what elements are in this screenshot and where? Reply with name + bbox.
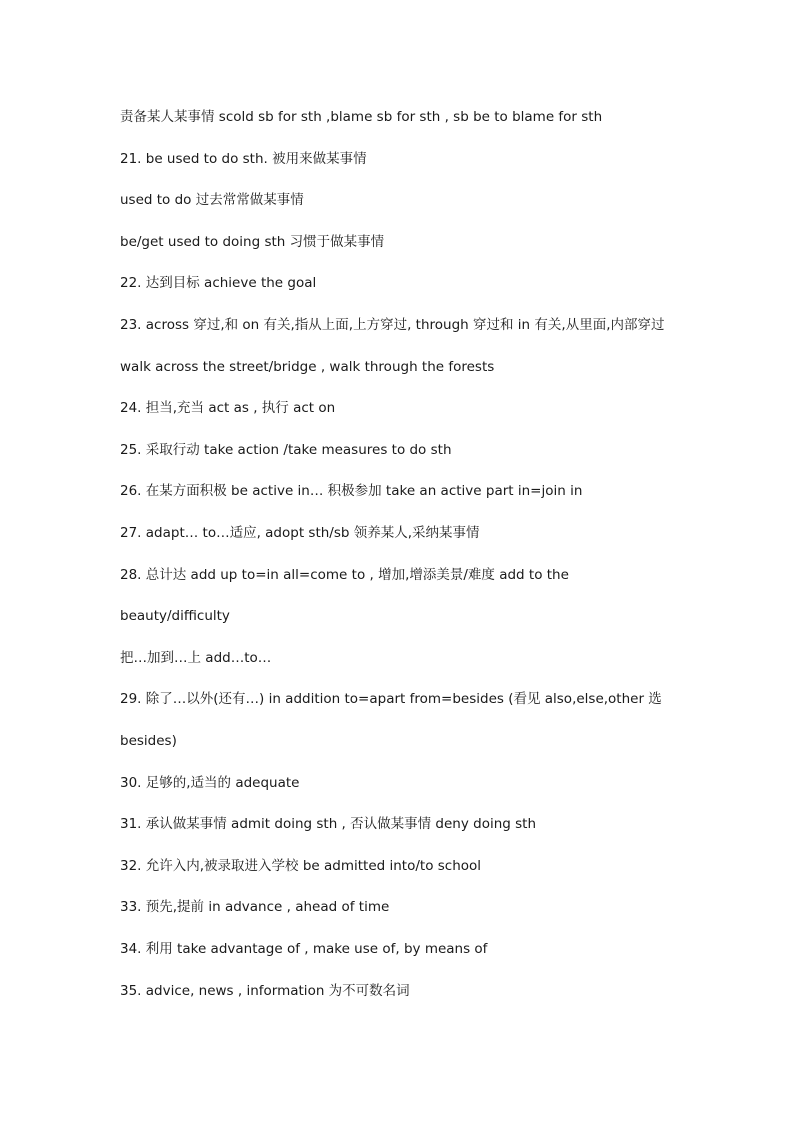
text-line: 28. 总计达 add up to=in all=come to , 增加,增添美景/难度 add to the bbox=[120, 567, 569, 583]
text-line: 35. advice, news , information 为不可数名词 bbox=[120, 983, 410, 999]
text-line: 34. 利用 take advantage of , make use of, by means of bbox=[120, 941, 488, 957]
text-line: 31. 承认做某事情 admit doing sth , 否认做某事情 deny doing sth bbox=[120, 816, 537, 832]
text-line: walk across the street/bridge , walk through the forests bbox=[120, 359, 495, 375]
text-line: 27. adapt… to…适应, adopt sth/sb 领养某人,采纳某事情 bbox=[120, 525, 480, 541]
text-line: 责备某人某事情 scold sb for sth ,blame sb for sth , sb be to blame for sth bbox=[120, 109, 603, 125]
text-line: 22. 达到目标 achieve the goal bbox=[120, 275, 317, 291]
text-line: besides) bbox=[120, 733, 177, 749]
text-line: beauty/difficulty bbox=[120, 608, 230, 624]
text-line: 24. 担当,充当 act as , 执行 act on bbox=[120, 400, 336, 416]
text-line: 23. across 穿过,和 on 有关,指从上面,上方穿过, through 穿过和 in 有关,从里面,内部穿过 bbox=[120, 317, 665, 333]
text-line: used to do 过去常常做某事情 bbox=[120, 192, 304, 208]
text-line: 21. be used to do sth. 被用来做某事情 bbox=[120, 151, 367, 167]
text-line: be/get used to doing sth 习惯于做某事情 bbox=[120, 234, 385, 250]
text-line: 29. 除了…以外(还有…) in addition to=apart from=besides (看见 also,else,other 选 bbox=[120, 691, 662, 707]
text-line: 25. 采取行动 take action /take measures to do sth bbox=[120, 442, 452, 458]
text-line: 33. 预先,提前 in advance , ahead of time bbox=[120, 899, 390, 915]
text-line: 32. 允许入内,被录取进入学校 be admitted into/to school bbox=[120, 858, 482, 874]
text-line: 30. 足够的,适当的 adequate bbox=[120, 775, 300, 791]
text-line: 把…加到…上 add…to… bbox=[120, 650, 272, 666]
text-line: 26. 在某方面积极 be active in… 积极参加 take an active part in=join in bbox=[120, 483, 583, 499]
